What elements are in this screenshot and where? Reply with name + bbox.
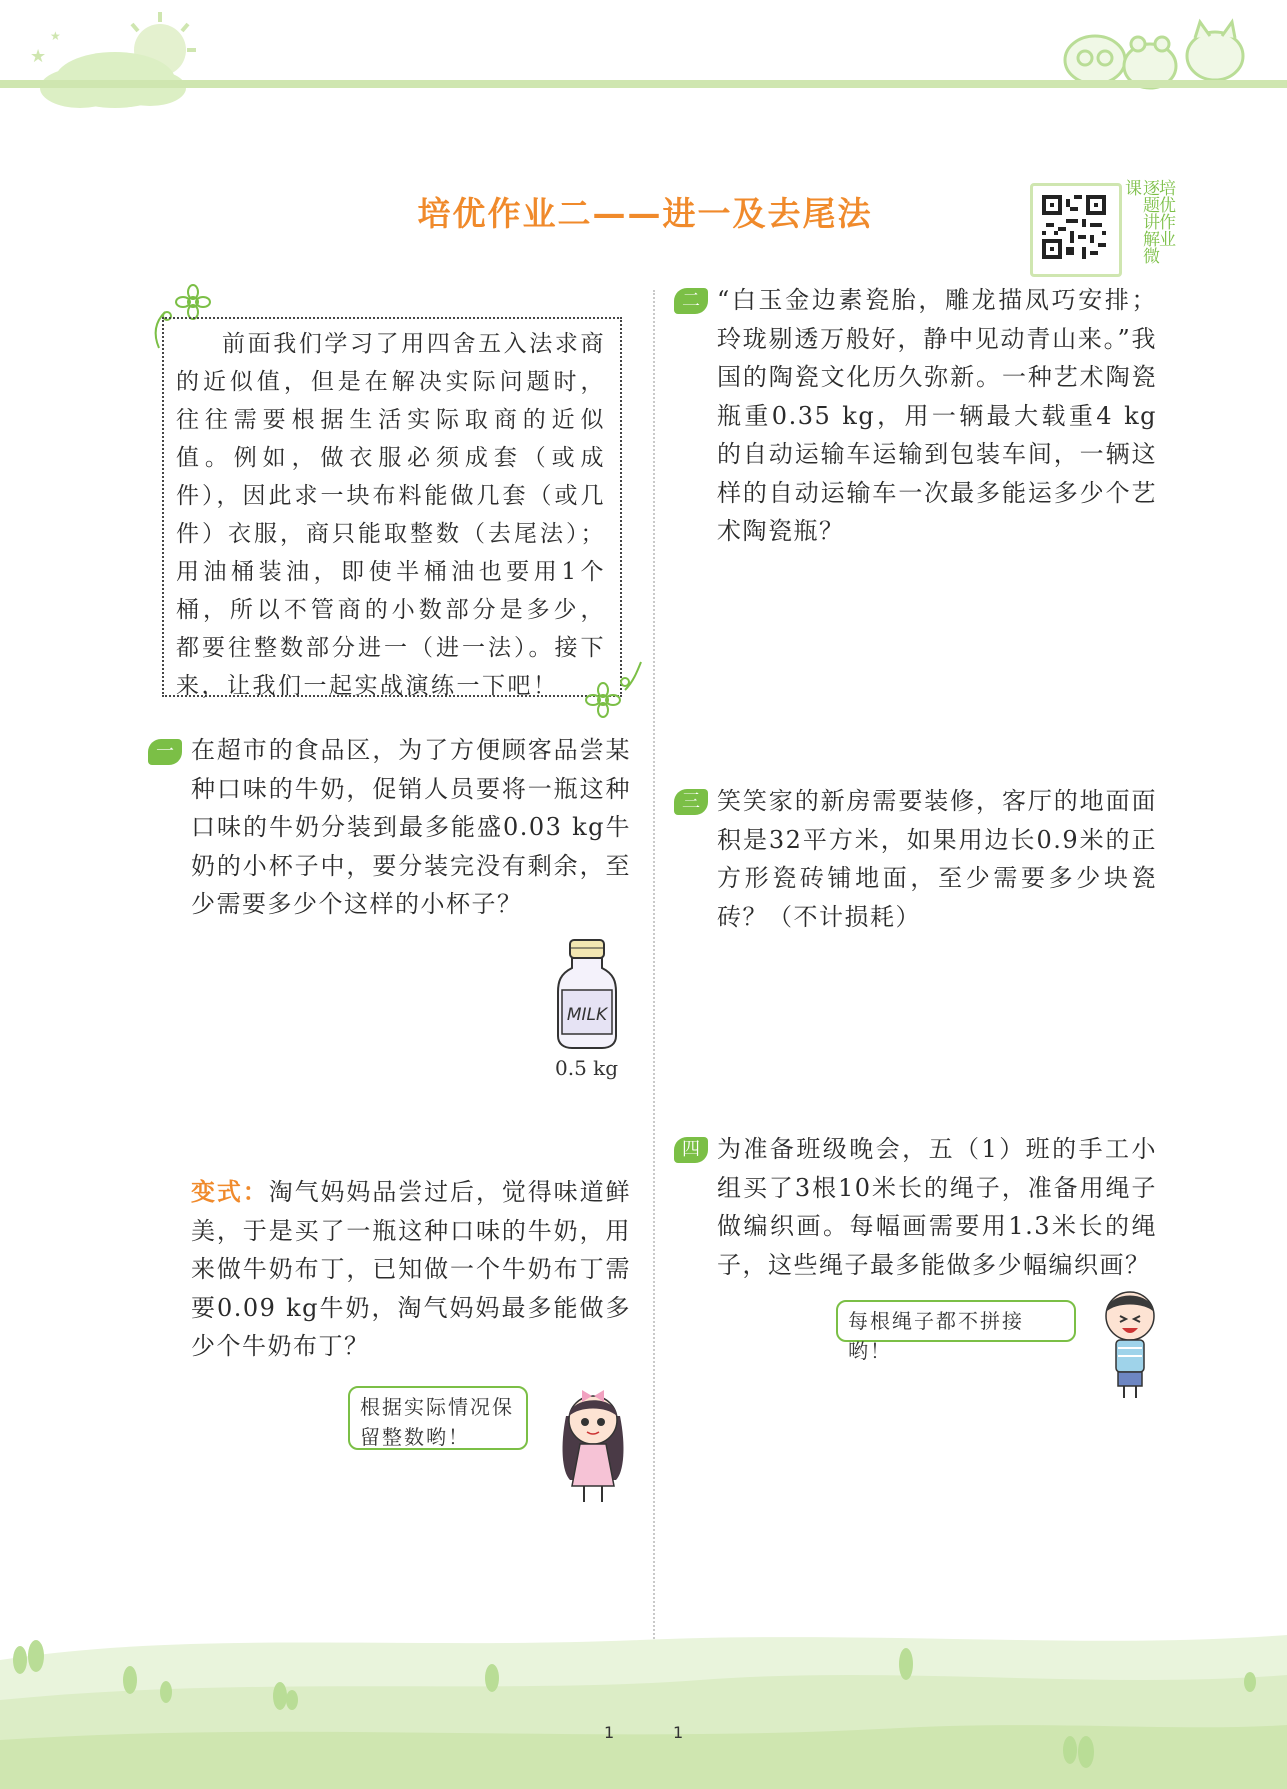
boy-character-icon xyxy=(1100,1286,1160,1402)
variant-text: 淘气妈妈品尝过后，觉得味道鲜美，于是买了一瓶这种口味的牛奶，用来做牛奶布丁，已知做一个牛奶布丁需要0.09 kg牛奶，淘气妈妈最多能做多少个牛奶布丁？ xyxy=(191,1178,631,1360)
problem-badge-four: 四 xyxy=(674,1137,708,1163)
qr-label-homework: 培优作业 xyxy=(1155,179,1175,247)
problem-three-text: 笑笑家的新房需要装修，客厅的地面面积是32平方米，如果用边长0.9米的正方形瓷砖铺地面，至少需要多少块瓷砖？（不计损耗） xyxy=(717,787,1157,931)
variant-problem xyxy=(191,1173,631,1366)
flower-corner-icon xyxy=(585,660,645,720)
intro-box xyxy=(162,317,622,697)
animal-characters-icon xyxy=(1065,22,1243,88)
variant-label: 变式： xyxy=(191,1178,269,1206)
qr-code-icon[interactable] xyxy=(1042,195,1106,259)
problem-one xyxy=(191,731,631,924)
problem-badge-three: 三 xyxy=(674,789,708,815)
header-rule xyxy=(0,80,1287,88)
hint-bubble-four: 每根绳子都不拼接哟！ xyxy=(836,1300,1076,1342)
problem-three xyxy=(717,782,1157,936)
page-number-right: 1 xyxy=(673,1723,684,1742)
svg-text:★: ★ xyxy=(50,29,61,43)
footer-landscape xyxy=(0,1620,1287,1789)
problem-badge-one: 一 xyxy=(148,739,182,765)
column-divider xyxy=(653,290,655,1650)
problem-one-text: 在超市的食品区，为了方便顾客品尝某种口味的牛奶，促销人员要将一瓶这种口味的牛奶分装到最多能盛0.03 kg牛奶的小杯子中，要分装完没有剩余，至少需要多少个这样的小杯子？ xyxy=(191,736,631,918)
milk-bottle-icon xyxy=(556,938,618,1050)
problem-two-text: “白玉金边素瓷胎，雕龙描凤巧安排；玲珑剔透万般好，静中见动青山来。”我国的陶瓷文化历久弥新。一种艺术陶瓷瓶重0.35 kg，用一辆最大载重4 kg的自动运输车运输到包装车间，一辆这样的自动运输车一次最多能运多少个艺术陶瓷瓶？ xyxy=(717,286,1157,545)
qr-label-microlesson: 逐题讲解微课 xyxy=(1121,179,1159,264)
problem-two xyxy=(717,281,1157,551)
problem-four-text: 为准备班级晚会，五（1）班的手工小组买了3根10米长的绳子，准备用绳子做编织画。每幅画需要用1.3米长的绳子，这些绳子最多能做多少幅编织画？ xyxy=(717,1135,1157,1279)
girl-character-icon xyxy=(556,1376,630,1506)
problem-badge-two: 二 xyxy=(674,288,708,314)
qr-code-block[interactable] xyxy=(1030,179,1175,273)
intro-text: 前面我们学习了用四舍五入法求商的近似值，但是在解决实际问题时，往往需要根据生活实际取商的近似值。例如，做衣服必须成套（或成件），因此求一块布料能做几套（或几件）衣服，商只能取整数（去尾法）；用油桶装油，即使半桶油也要用1个桶，所以不管商的小数部分是多少，都要往整数部分进一（进一法）。接下来，让我们一起实战演练一下吧！ xyxy=(176,331,606,699)
page-number-left: 1 xyxy=(604,1723,615,1742)
sun-cloud-icon xyxy=(30,12,196,108)
hint-bubble-variant: 根据实际情况保留整数哟！ xyxy=(348,1386,528,1450)
header-decoration xyxy=(0,0,1287,110)
svg-text:★: ★ xyxy=(30,46,47,67)
milk-weight-label: 0.5 kg xyxy=(555,1056,619,1080)
milk-bottle-text: MILK xyxy=(566,1005,608,1025)
problem-four xyxy=(717,1130,1157,1284)
page-title: 培优作业二——进一及去尾法 xyxy=(417,194,873,233)
